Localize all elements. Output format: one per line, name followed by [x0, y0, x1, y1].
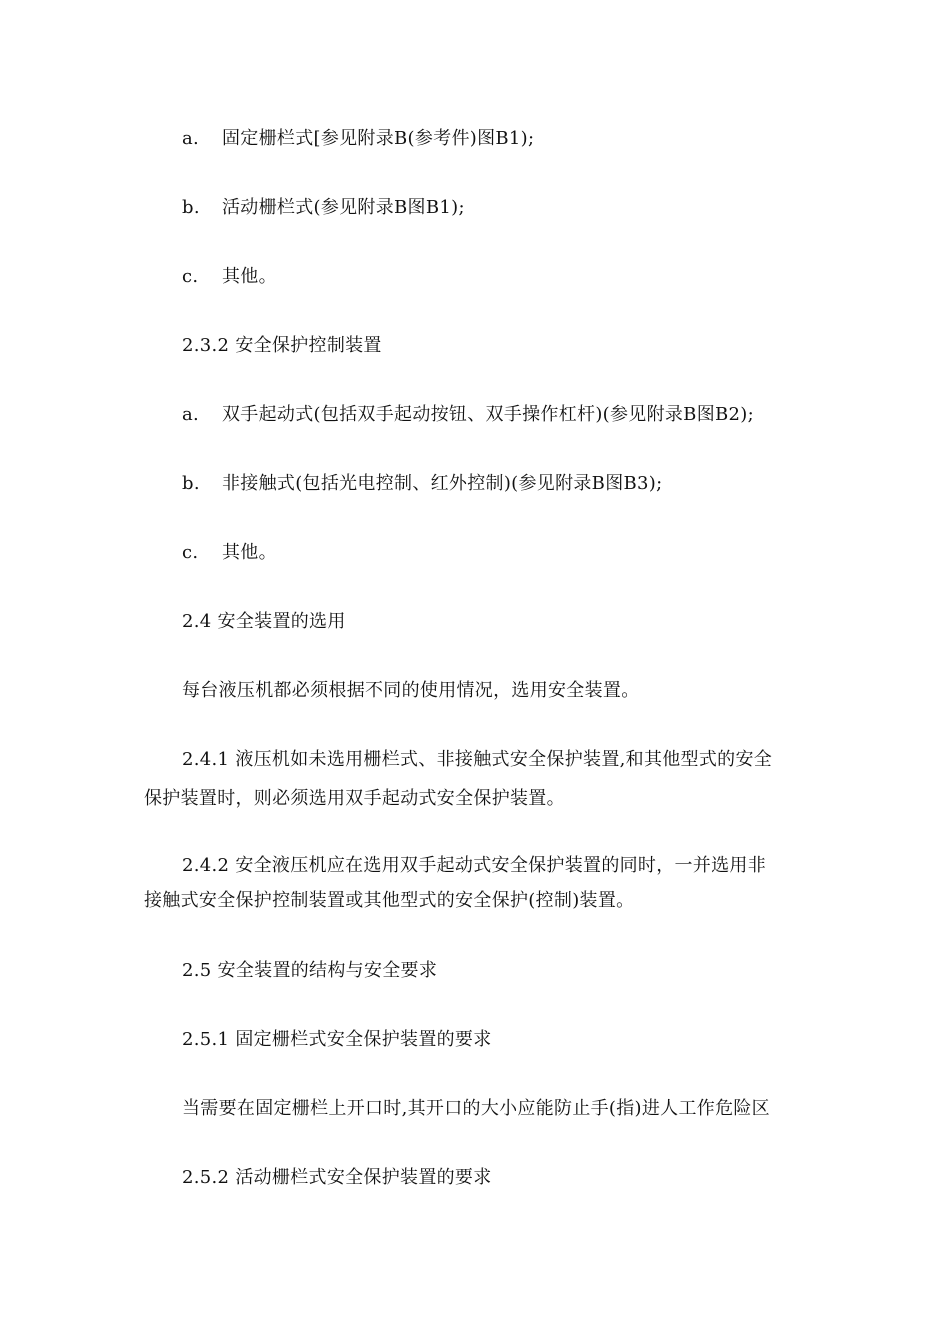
list-item-text: 其他。 — [222, 542, 277, 563]
list-item-label: a. — [182, 404, 200, 425]
list-item-a-two-hand — [182, 403, 754, 427]
list-item-b-non-contact — [182, 472, 662, 496]
section-heading-2-5: 2.5 安全装置的结构与安全要求 — [182, 960, 438, 981]
list-item-label: c. — [182, 266, 199, 287]
list-item-text: 非接触式(包括光电控制、红外控制)(参见附录B图B3); — [222, 473, 663, 494]
paragraph-2-5-1: 当需要在固定栅栏上开口时,其开口的大小应能防止手(指)进人工作危险区 — [182, 1098, 770, 1119]
list-item-label: b. — [182, 197, 200, 218]
paragraph-2-4-1-line-2: 保护装置时，则必须选用双手起动式安全保护装置。 — [144, 788, 565, 809]
section-heading-2-5-2: 2.5.2 活动栅栏式安全保护装置的要求 — [182, 1167, 492, 1188]
paragraph-2-4-1-line-1: 2.4.1 液压机如未选用栅栏式、非接触式安全保护装置,和其他型式的安全 — [182, 749, 773, 770]
list-item-text: 活动栅栏式(参见附录B图B1); — [222, 197, 465, 218]
list-item-label: c. — [182, 542, 199, 563]
list-item-a-fixed-fence — [182, 127, 534, 151]
list-item-text: 其他。 — [222, 266, 277, 287]
list-item-label: b. — [182, 473, 200, 494]
paragraph-2-4-2-line-1: 2.4.2 安全液压机应在选用双手起动式安全保护装置的同时，一并选用非 — [182, 855, 767, 876]
list-item-text: 固定栅栏式[参见附录B(参考件)图B1); — [222, 128, 535, 149]
section-heading-2-4: 2.4 安全装置的选用 — [182, 611, 346, 632]
section-heading-2-3-2: 2.3.2 安全保护控制装置 — [182, 335, 382, 356]
list-item-text: 双手起动式(包括双手起动按钮、双手操作杠杆)(参见附录B图B2); — [222, 404, 754, 425]
list-item-c-other — [182, 265, 277, 289]
paragraph-2-4: 每台液压机都必须根据不同的使用情况，选用安全装置。 — [182, 680, 640, 701]
list-item-c-other-2 — [182, 541, 277, 565]
section-heading-2-5-1: 2.5.1 固定栅栏式安全保护装置的要求 — [182, 1029, 492, 1050]
list-item-b-movable-fence — [182, 196, 465, 220]
list-item-label: a. — [182, 128, 200, 149]
paragraph-2-4-2-line-2: 接触式安全保护控制装置或其他型式的安全保护(控制)装置。 — [144, 890, 635, 911]
